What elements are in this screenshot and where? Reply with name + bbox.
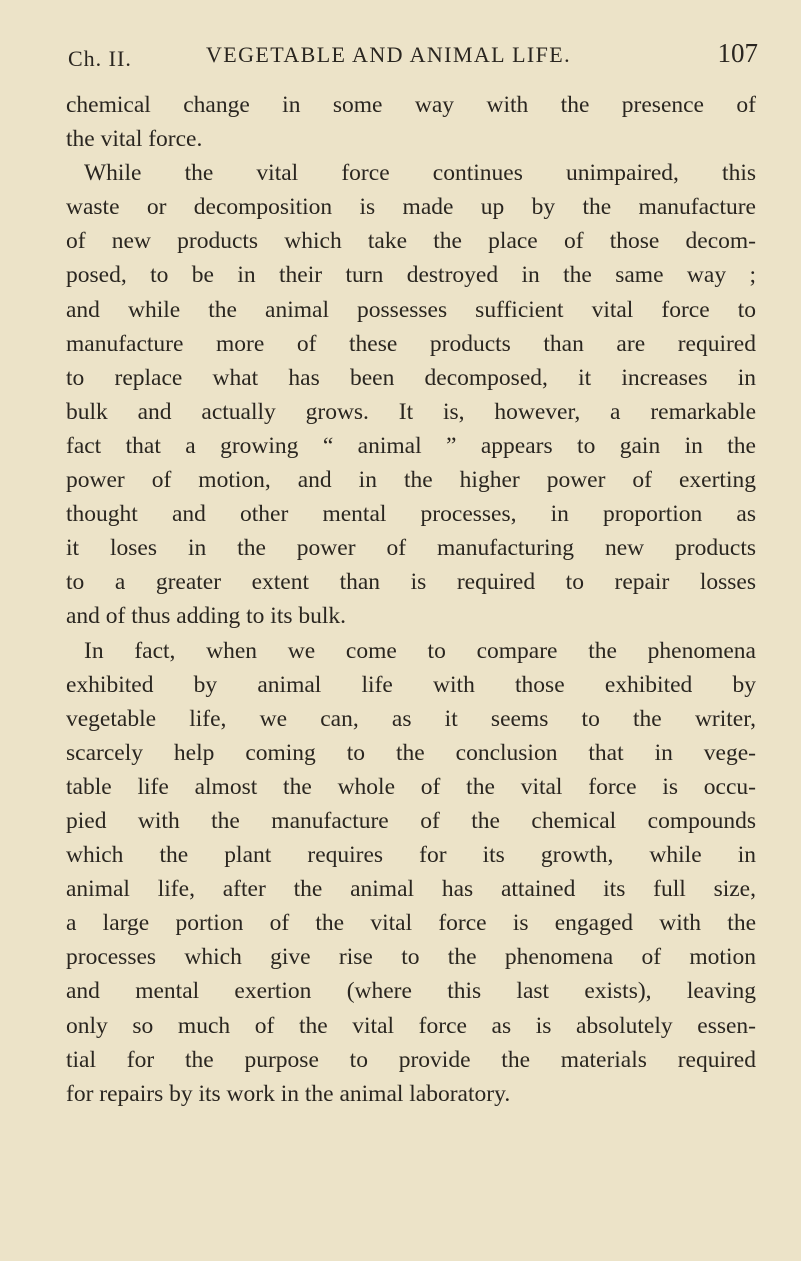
text-line: table life almost the whole of the vital force is occu- <box>66 773 756 800</box>
text-line: only so much of the vital force as is absolutely essen- <box>66 1012 756 1039</box>
chapter-label: Ch. II. <box>68 46 132 71</box>
text-line: of new products which take the place of those decom- <box>66 228 756 255</box>
text-line: In fact, when we come to compare the phenomena <box>84 637 756 664</box>
text-line: While the vital force continues unimpaired, this <box>84 160 756 187</box>
body-text <box>66 88 756 1111</box>
text-line: animal life, after the animal has attained its full size, <box>66 876 756 903</box>
text-line: exhibited by animal life with those exhibited by <box>66 671 756 698</box>
text-line: a large portion of the vital force is engaged with the <box>66 910 756 937</box>
text-line: manufacture more of these products than are required <box>66 330 756 357</box>
text-line: to replace what has been decomposed, it increases in <box>66 364 756 391</box>
running-head <box>68 38 758 78</box>
text-line: scarcely help coming to the conclusion that in vege- <box>66 739 756 766</box>
text-line: fact that a growing “ animal ” appears to gain in the <box>66 432 756 459</box>
text-line: which the plant requires for its growth, while in <box>66 842 756 869</box>
text-line: chemical change in some way with the presence of <box>66 92 756 118</box>
text-line: the vital force. <box>66 126 203 153</box>
text-line: vegetable life, we can, as it seems to the writer, <box>66 705 756 732</box>
text-line: bulk and actually grows. It is, however, a remarkable <box>66 398 756 425</box>
text-line: power of motion, and in the higher power of exerting <box>66 467 756 494</box>
text-line: it loses in the power of manufacturing new products <box>66 535 756 562</box>
text-line: thought and other mental processes, in proportion as <box>66 501 756 528</box>
text-line: pied with the manufacture of the chemical compounds <box>66 807 756 834</box>
text-line: to a greater extent than is required to repair losses <box>66 569 756 596</box>
text-line: and of thus adding to its bulk. <box>66 603 347 630</box>
text-line: waste or decomposition is made up by the manufacture <box>66 194 756 221</box>
text-line: posed, to be in their turn destroyed in the same way ; <box>66 262 756 289</box>
text-line: and mental exertion (where this last exists), leaving <box>66 978 756 1005</box>
text-line: processes which give rise to the phenomena of motion <box>66 944 756 971</box>
text-line: and while the animal possesses sufficient vital force to <box>66 296 756 323</box>
text-line: for repairs by its work in the animal laboratory. <box>66 1080 511 1107</box>
page-number: 107 <box>717 38 758 68</box>
text-line: tial for the purpose to provide the materials required <box>66 1046 756 1073</box>
running-head-title: VEGETABLE AND ANIMAL LIFE. <box>206 42 572 67</box>
